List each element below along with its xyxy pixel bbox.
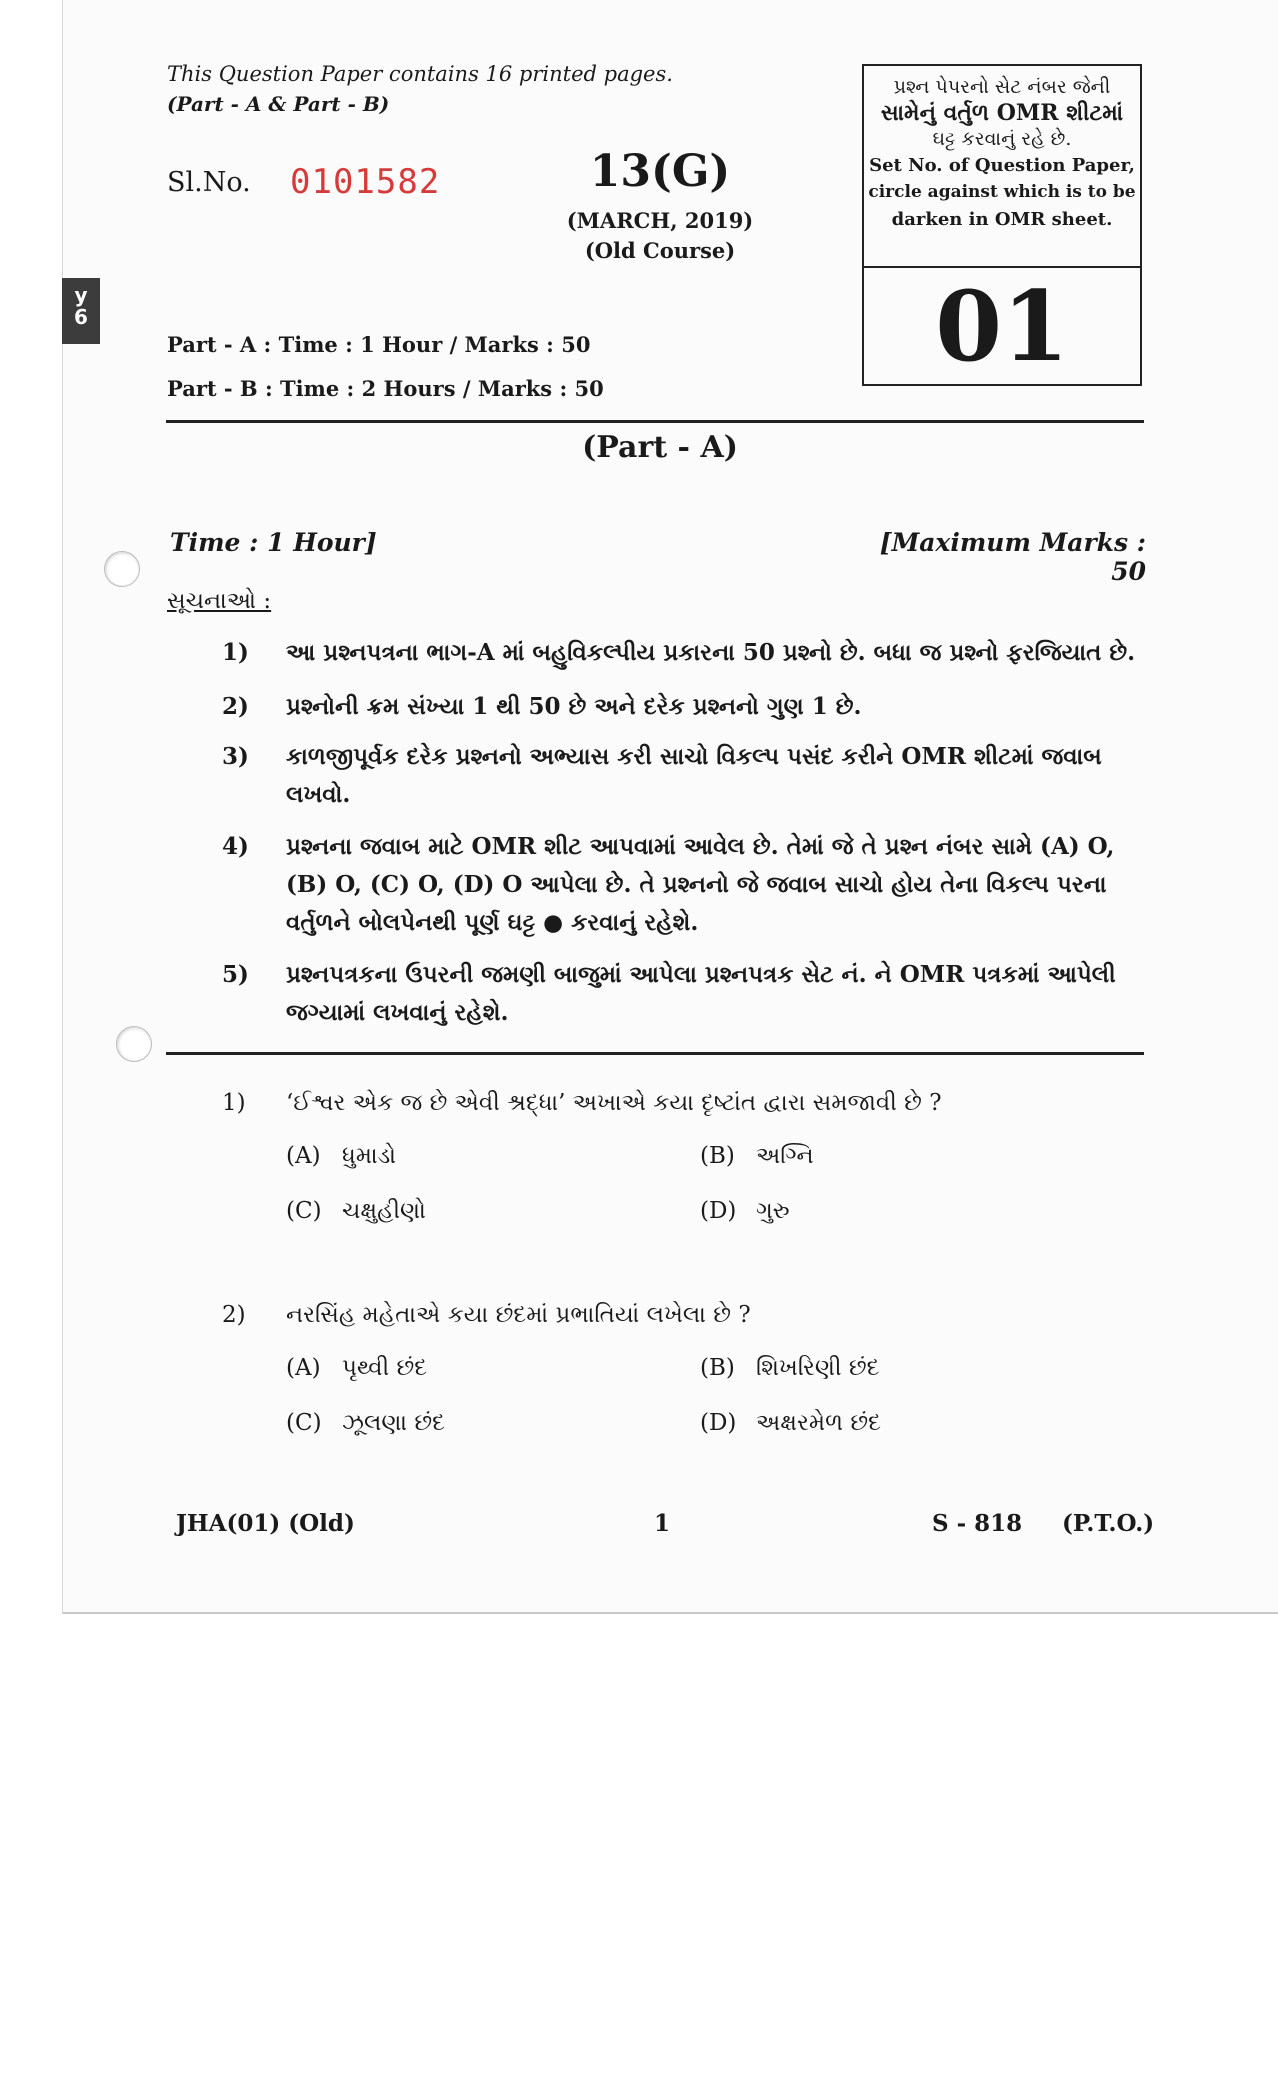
instruction-item [222,738,1152,814]
instruction-text: પ્રશ્નોની ક્રમ સંખ્યા 1 થી 50 છે અને દરેક પ્રશ્નનો ગુણ 1 છે. [286,693,862,720]
option-a [286,1143,396,1169]
instruction-number: 5) [222,961,249,988]
instruction-item [222,634,1152,672]
set-box-en-line-1: Set No. of Question Paper, [869,155,1135,176]
set-box-gu-line-2: સામેનું વર્તુળ OMR શીટમાં [880,100,1124,126]
side-tab-marker [62,278,100,344]
option-label: (A) [286,1143,321,1169]
option-text: ઝૂલણા છંદ [342,1410,445,1436]
punch-hole-icon [116,1026,152,1062]
serial-label: Sl.No. [167,167,251,198]
option-label: (D) [700,1198,737,1224]
instruction-number: 1) [222,639,249,666]
instruction-number: 3) [222,743,249,770]
instruction-text: પ્રશ્નના જવાબ માટે OMR શીટ આપવામાં આવેલ છે. તેમાં જે તે પ્રશ્ન નંબર સામે (A) O, (B) O, (C) O, (D) O આપેલા છે. તે પ્રશ્નનો જે જવાબ સાચો હોય તેના વિકલ્પ પરના વર્તુળને બોલપેનથી પૂર્ણ ઘટ્ટ ● કરવાનું રહેશે. [286,833,1115,936]
option-text: ગુરુ [756,1198,790,1224]
exam-session: (MARCH, 2019) [566,208,754,233]
set-number: 01 [935,270,1069,383]
instruction-text: પ્રશ્નપત્રકના ઉપરની જમણી બાજુમાં આપેલા પ્રશ્નપત્રક સેટ નં. ને OMR પત્રકમાં આપેલી જગ્યામાં લખવાનું રહેશે. [286,961,1116,1026]
set-box-en-line-2: circle against which is to be [868,182,1136,202]
footer-series-code: S - 818 [932,1510,1023,1537]
option-b [700,1143,814,1169]
serial-number: 0101582 [290,162,441,202]
set-box-en-line-3: darken in OMR sheet. [891,209,1113,230]
option-text: ચક્ષુહીણો [342,1198,426,1224]
footer-paper-code: JHA(01) (Old) [176,1510,355,1537]
option-text: પૃથ્વી છંદ [342,1355,428,1381]
instruction-text: કાળજીપૂર્વક દરેક પ્રશ્નનો અભ્યાસ કરી સાચો વિકલ્પ પસંદ કરીને OMR શીટમાં જવાબ લખવો. [286,743,1102,808]
option-label: (A) [286,1355,321,1381]
side-tab-char-2: 6 [74,305,88,329]
paper-code: 13(G) [589,146,731,197]
instruction-text: આ પ્રશ્નપત્રના ભાગ-A માં બહુવિકલ્પીય પ્રકારના 50 પ્રશ્નો છે. બધા જ પ્રશ્નો ફરજિયાત છે. [286,639,1136,666]
option-label: (D) [700,1410,737,1436]
instruction-number: 4) [222,833,249,860]
option-label: (B) [700,1143,735,1169]
option-d [700,1410,881,1436]
instruction-item [222,828,1152,942]
set-box-gu-line-1: પ્રશ્ન પેપરનો સેટ નંબર જેની [893,76,1111,98]
instruction-item [222,688,1152,726]
option-label: (B) [700,1355,735,1381]
instruction-item [222,956,1152,1032]
part-title: (Part - A) [582,430,738,465]
punch-hole-icon [104,551,140,587]
option-text: અક્ષરમેળ છંદ [756,1410,881,1436]
course-label: (Old Course) [584,238,736,263]
option-text: અગ્નિ [756,1143,814,1169]
instructions-heading: સૂચનાઓ : [167,588,272,614]
question-text: નરસિંહ મહેતાએ કયા છંદમાં પ્રભાતિયાં લખેલા છે ? [286,1302,751,1328]
option-b [700,1355,880,1381]
question-number: 1) [222,1090,246,1116]
option-c [286,1198,426,1224]
option-text: ધુમાડો [342,1143,397,1169]
time-label: Time : 1 Hour] [170,528,377,557]
part-b-time: Part - B : Time : 2 Hours / Marks : 50 [167,376,604,401]
option-label: (C) [286,1410,322,1436]
option-a [286,1355,427,1381]
page-number: 1 [654,1510,671,1537]
question-text: ‘ઈશ્વર એક જ છે એવી શ્રદ્ધા’ અખાએ કયા દૃષ્ટાંત દ્વારા સમજાવી છે ? [286,1090,942,1116]
question-number: 2) [222,1302,246,1328]
option-text: શિખરિણી છંદ [756,1355,880,1381]
omr-set-box [862,64,1142,386]
instruction-number: 2) [222,693,249,720]
instructions-divider [166,1052,1144,1055]
pages-note: This Question Paper contains 16 printed pages. [167,62,673,86]
part-a-time: Part - A : Time : 1 Hour / Marks : 50 [167,332,591,357]
option-d [700,1198,790,1224]
marks-label: [Maximum Marks : 50 [879,528,1146,586]
set-box-gu-line-3: ઘટ્ટ કરવાનું રહે છે. [932,128,1072,150]
header-divider [166,420,1144,423]
side-tab-char-1: y [74,283,88,307]
option-label: (C) [286,1198,322,1224]
option-c [286,1410,445,1436]
parts-note: (Part - A & Part - B) [167,92,390,116]
pto-label: (P.T.O.) [1062,1510,1155,1537]
